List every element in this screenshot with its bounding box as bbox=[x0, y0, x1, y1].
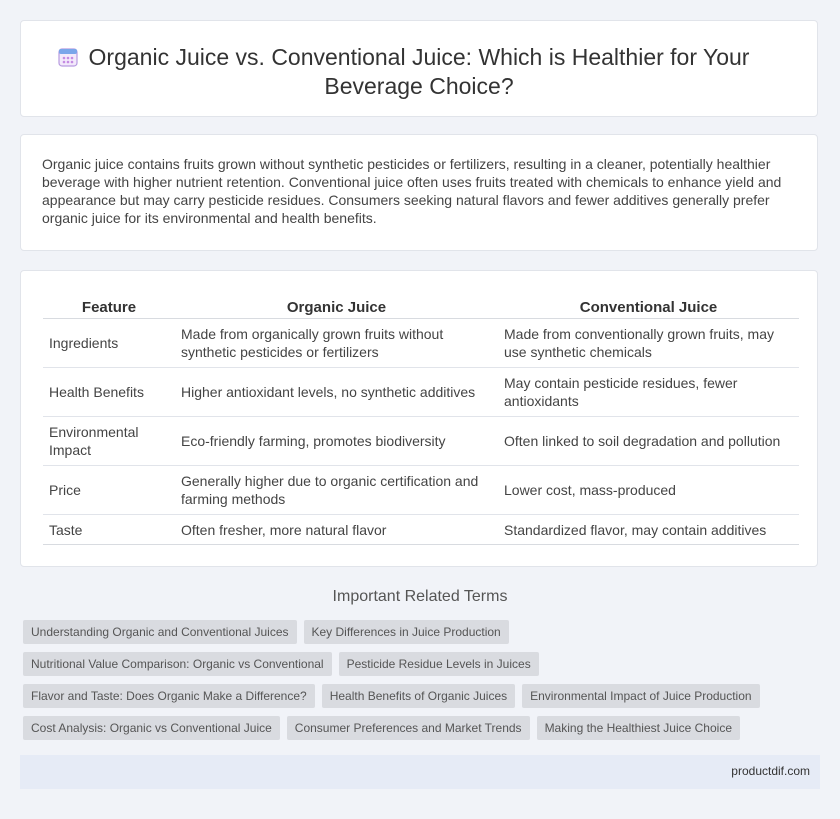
feature-cell: Taste bbox=[43, 515, 175, 545]
footer-brand-link[interactable]: productdif.com bbox=[731, 764, 810, 778]
feature-cell: Ingredients bbox=[43, 319, 175, 368]
comparison-card bbox=[20, 270, 818, 567]
table-header-row bbox=[43, 296, 799, 319]
footer bbox=[20, 755, 820, 789]
organic-cell: Higher antioxidant levels, no synthetic additives bbox=[175, 368, 498, 417]
feature-cell: Price bbox=[43, 466, 175, 515]
table-row bbox=[43, 417, 799, 466]
related-term-tag[interactable]: Consumer Preferences and Market Trends bbox=[287, 716, 530, 740]
organic-cell: Made from organically grown fruits without synthetic pesticides or fertilizers bbox=[175, 319, 498, 368]
related-term-tag[interactable]: Understanding Organic and Conventional Juices bbox=[23, 620, 297, 644]
feature-cell: Health Benefits bbox=[43, 368, 175, 417]
related-term-tag[interactable]: Nutritional Value Comparison: Organic vs Conventional bbox=[23, 652, 332, 676]
conventional-cell: Often linked to soil degradation and pollution bbox=[498, 417, 799, 466]
intro-paragraph: Organic juice contains fruits grown without synthetic pesticides or fertilizers, resulting in a cleaner, potentially healthier beverage with higher nutrient retention. Conventional juice often uses fruits treated with chemicals to enhance yield and appearance but may carry pesticide residues. Consumers seeking natural flavors and fewer additives generally prefer organic juice for its environmental and health benefits. bbox=[42, 156, 782, 226]
intro-card bbox=[20, 134, 818, 251]
conventional-cell: Standardized flavor, may contain additives bbox=[498, 515, 799, 545]
organic-cell: Generally higher due to organic certification and farming methods bbox=[175, 466, 498, 515]
table-row bbox=[43, 368, 799, 417]
header-conventional: Conventional Juice bbox=[498, 296, 799, 319]
feature-cell: Environmental Impact bbox=[43, 417, 175, 466]
header-organic: Organic Juice bbox=[175, 296, 498, 319]
conventional-cell: Made from conventionally grown fruits, may use synthetic chemicals bbox=[498, 319, 799, 368]
related-term-tag[interactable]: Cost Analysis: Organic vs Conventional Juice bbox=[23, 716, 280, 740]
related-term-tag[interactable]: Environmental Impact of Juice Production bbox=[522, 684, 759, 708]
related-term-tag[interactable]: Pesticide Residue Levels in Juices bbox=[339, 652, 539, 676]
title-card bbox=[20, 20, 818, 117]
organic-cell: Eco-friendly farming, promotes biodiversity bbox=[175, 417, 498, 466]
related-terms-heading: Important Related Terms bbox=[332, 588, 508, 605]
related-term-tag[interactable]: Flavor and Taste: Does Organic Make a Difference? bbox=[23, 684, 315, 708]
related-term-tag[interactable]: Making the Healthiest Juice Choice bbox=[537, 716, 740, 740]
organic-cell: Often fresher, more natural flavor bbox=[175, 515, 498, 545]
header-feature: Feature bbox=[43, 296, 175, 319]
table-row bbox=[43, 515, 799, 545]
table-row bbox=[43, 466, 799, 515]
comparison-table bbox=[43, 296, 799, 545]
related-term-tag[interactable]: Health Benefits of Organic Juices bbox=[322, 684, 515, 708]
related-terms-list bbox=[23, 620, 783, 740]
conventional-cell: Lower cost, mass-produced bbox=[498, 466, 799, 515]
table-row bbox=[43, 319, 799, 368]
related-term-tag[interactable]: Key Differences in Juice Production bbox=[304, 620, 509, 644]
page-title: Organic Juice vs. Conventional Juice: Which is Healthier for Your Beverage Choice? bbox=[88, 44, 750, 99]
conventional-cell: May contain pesticide residues, fewer antioxidants bbox=[498, 368, 799, 417]
